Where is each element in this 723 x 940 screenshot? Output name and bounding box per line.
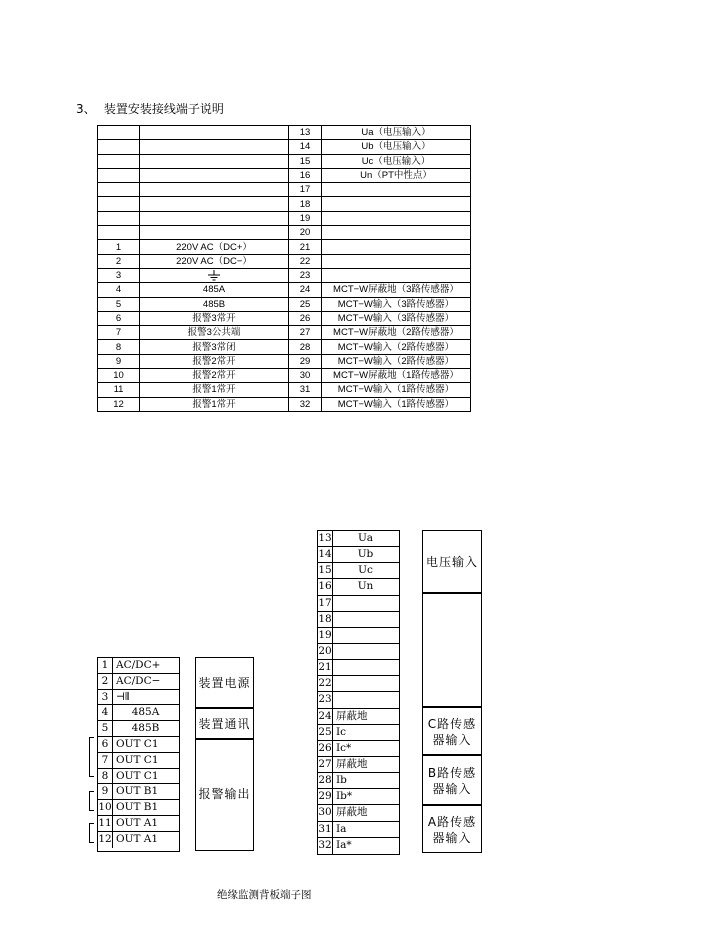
terminal-number: 19 [318, 628, 333, 643]
section-number: 3、 [76, 102, 96, 116]
table-cell: 3 [98, 268, 140, 282]
table-row [98, 168, 471, 182]
table-cell [322, 211, 471, 225]
table-cell: 1 [98, 240, 140, 254]
terminal-number: 11 [98, 816, 112, 829]
terminal-label: OUT B1 [116, 785, 159, 798]
table-cell [98, 140, 140, 154]
terminal-label: Ib* [336, 790, 353, 803]
bracket-9-10 [89, 791, 94, 811]
table-cell: 32 [289, 397, 322, 411]
table-cell [98, 154, 140, 168]
terminal-label: OUT B1 [116, 801, 159, 814]
terminal-row [98, 674, 179, 690]
table-row [98, 383, 471, 397]
terminal-number: 31 [318, 822, 333, 837]
table-row [98, 354, 471, 368]
table-cell [322, 254, 471, 268]
table-row [98, 211, 471, 225]
terminal-row [98, 784, 179, 800]
terminal-row [98, 721, 179, 737]
a-sensor-line2: 器输入 [432, 831, 472, 845]
terminal-number: 4 [98, 705, 113, 720]
ground-icon [207, 270, 221, 281]
terminal-number: 6 [98, 737, 113, 752]
table-cell: 21 [289, 240, 322, 254]
table-cell: 485A [140, 283, 289, 297]
c-sensor-line1: C路传感 [427, 717, 477, 731]
table-cell [322, 183, 471, 197]
table-cell: 6 [98, 311, 140, 325]
alarm-label-box [195, 739, 254, 851]
table-cell: 22 [289, 254, 322, 268]
table-cell: 7 [98, 326, 140, 340]
terminal-number: 5 [98, 721, 113, 736]
terminal-number: 8 [98, 769, 113, 784]
terminal-row [318, 789, 399, 805]
table-cell: 15 [289, 154, 322, 168]
table-cell [98, 126, 140, 140]
table-cell: Un（PT中性点） [322, 168, 471, 182]
table-row [98, 226, 471, 240]
table-cell: MCT−W输入（3路传感器） [322, 311, 471, 325]
terminal-number: 32 [318, 838, 333, 854]
terminal-number: 22 [318, 676, 333, 691]
voltage-label: 电压输入 [425, 555, 478, 569]
terminal-label: 屏蔽地 [336, 806, 368, 819]
table-row [98, 140, 471, 154]
terminal-label: OUT A1 [116, 816, 159, 829]
terminal-number: 23 [318, 692, 333, 707]
table-cell: MCT−W输入（1路传感器） [322, 383, 471, 397]
table-cell: 报警3常闭 [140, 340, 289, 354]
terminal-number: 7 [98, 753, 113, 768]
terminal-label: 485B [131, 722, 160, 735]
bracket-6-8 [89, 737, 94, 777]
terminal-row [98, 800, 179, 816]
terminal-row [318, 644, 399, 660]
table-cell: 24 [289, 283, 322, 297]
terminal-row [98, 705, 179, 721]
table-cell: 8 [98, 340, 140, 354]
terminal-label: OUT A1 [116, 832, 159, 845]
voltage-label-box [422, 530, 482, 593]
table-cell: 12 [98, 397, 140, 411]
terminal-row [318, 563, 399, 579]
table-cell: 报警3常开 [140, 311, 289, 325]
terminal-number: 15 [318, 563, 333, 578]
table-cell: 报警1常开 [140, 397, 289, 411]
terminal-label: OUT C1 [116, 737, 159, 750]
terminal-number: 18 [318, 612, 333, 627]
terminal-label: AC/DC+ [116, 659, 161, 671]
a-sensor-line1: A路传感 [427, 815, 477, 829]
terminal-number: 21 [318, 660, 333, 675]
section-heading [76, 100, 224, 117]
terminal-number: 20 [318, 644, 333, 659]
table-row [98, 311, 471, 325]
terminal-number: 14 [318, 547, 333, 562]
terminal-row [98, 737, 179, 753]
terminal-row [318, 547, 399, 563]
terminal-row [318, 805, 399, 821]
terminal-row [318, 596, 399, 612]
terminal-number: 2 [98, 674, 113, 689]
table-cell: 31 [289, 383, 322, 397]
table-cell [140, 197, 289, 211]
section-title: 装置安装接线端子说明 [103, 102, 224, 116]
table-row [98, 154, 471, 168]
table-cell: 18 [289, 197, 322, 211]
terminal-label: Ic [336, 725, 347, 738]
table-cell [140, 268, 289, 282]
table-cell: 20 [289, 226, 322, 240]
terminal-label: Ub [357, 548, 374, 561]
table-cell: 13 [289, 126, 322, 140]
terminal-label: Ia* [336, 838, 352, 851]
empty-label-box [422, 593, 482, 707]
table-cell: MCT−W输入（2路传感器） [322, 354, 471, 368]
terminal-label: Un [357, 580, 374, 593]
c-sensor-line2: 器输入 [432, 733, 472, 747]
a-sensor-label-box [422, 805, 482, 853]
table-row [98, 183, 471, 197]
terminal-row [98, 753, 179, 769]
table-cell [140, 140, 289, 154]
terminal-row [98, 816, 179, 832]
table-cell: Ua（电压输入） [322, 126, 471, 140]
table-cell [140, 168, 289, 182]
terminal-label: Ic* [336, 741, 352, 754]
terminal-row [318, 692, 399, 708]
terminal-label: OUT C1 [116, 753, 159, 766]
table-cell: 报警1常开 [140, 383, 289, 397]
comm-label-box [195, 708, 254, 739]
b-sensor-line2: 器输入 [432, 782, 472, 796]
terminal-number: 1 [98, 658, 113, 673]
table-cell [322, 226, 471, 240]
table-cell [322, 240, 471, 254]
table-cell: 220V AC（DC−） [140, 254, 289, 268]
table-cell: 17 [289, 183, 322, 197]
table-cell: 25 [289, 297, 322, 311]
terminal-row [98, 832, 179, 848]
terminal-label: Ia [336, 822, 347, 835]
right-terminal-strip [317, 530, 400, 855]
table-cell [98, 211, 140, 225]
table-row [98, 369, 471, 383]
terminal-number: 27 [318, 757, 333, 772]
table-cell [322, 197, 471, 211]
power-label-box [195, 657, 254, 708]
terminal-number: 9 [98, 784, 113, 799]
terminal-row [318, 822, 399, 838]
table-row [98, 126, 471, 140]
table-cell: 485B [140, 297, 289, 311]
table-cell: Ub（电压输入） [322, 140, 471, 154]
table-cell: MCT−W屏蔽地（2路传感器） [322, 326, 471, 340]
table-cell: 报警2常开 [140, 354, 289, 368]
terminal-number: 10 [98, 801, 112, 814]
terminal-number: 16 [318, 579, 333, 594]
table-cell: 16 [289, 168, 322, 182]
terminal-number: 13 [318, 531, 333, 546]
table-cell [98, 226, 140, 240]
table-cell [140, 211, 289, 225]
table-cell [140, 126, 289, 140]
table-cell [98, 183, 140, 197]
terminal-row [318, 741, 399, 757]
comm-label: 装置通讯 [198, 717, 251, 731]
terminal-row [98, 658, 179, 674]
table-cell: 28 [289, 340, 322, 354]
table-row [98, 297, 471, 311]
terminal-number: 28 [318, 773, 333, 788]
terminal-number: 25 [318, 725, 333, 740]
table-cell [98, 168, 140, 182]
terminal-label: 屏蔽地 [336, 757, 368, 770]
terminal-number: 29 [318, 789, 333, 804]
table-cell: 2 [98, 254, 140, 268]
terminal-row [318, 773, 399, 789]
table-row [98, 397, 471, 411]
table-cell [140, 226, 289, 240]
table-cell [98, 197, 140, 211]
c-sensor-label-box [422, 707, 482, 755]
table-row [98, 254, 471, 268]
alarm-label: 报警输出 [198, 787, 251, 801]
terminal-row [318, 628, 399, 644]
table-row [98, 340, 471, 354]
power-label: 装置电源 [198, 676, 251, 690]
terminal-row [98, 690, 179, 706]
table-cell [322, 268, 471, 282]
left-terminal-strip [97, 657, 180, 852]
table-row [98, 283, 471, 297]
terminal-number: 17 [318, 596, 333, 611]
table-row [98, 268, 471, 282]
terminal-spec-table [97, 125, 471, 412]
bracket-11-12 [89, 823, 94, 843]
terminal-number: 30 [318, 805, 333, 820]
table-cell: 10 [98, 369, 140, 383]
terminal-row [318, 676, 399, 692]
table-cell: 220V AC（DC+） [140, 240, 289, 254]
terminal-label: AC/DC− [116, 674, 161, 687]
diagram-caption: 绝缘监测背板端子图 [217, 889, 312, 901]
table-cell: MCT−W输入（2路传感器） [322, 340, 471, 354]
terminal-label: ⊣⫴ [116, 690, 130, 703]
terminal-label: 屏蔽地 [336, 709, 368, 722]
b-sensor-line1: B路传感 [427, 766, 477, 780]
table-cell: 19 [289, 211, 322, 225]
terminal-label: 485A [131, 706, 160, 719]
terminal-row [318, 660, 399, 676]
terminal-number: 24 [318, 709, 333, 724]
table-cell: 23 [289, 268, 322, 282]
table-row [98, 240, 471, 254]
terminal-label: Uc [358, 564, 373, 577]
terminal-number: 26 [318, 741, 333, 756]
table-cell: 29 [289, 354, 322, 368]
table-cell: 报警2常开 [140, 369, 289, 383]
table-cell: Uc（电压输入） [322, 154, 471, 168]
table-cell: 9 [98, 354, 140, 368]
terminal-row [318, 709, 399, 725]
terminal-row [318, 725, 399, 741]
terminal-label: Ib [336, 774, 347, 787]
table-cell: 报警3公共端 [140, 326, 289, 340]
terminal-label: OUT C1 [116, 769, 159, 782]
table-cell: 4 [98, 283, 140, 297]
terminal-row [318, 757, 399, 773]
table-cell: MCT−W屏蔽地（3路传感器） [322, 283, 471, 297]
table-cell [140, 154, 289, 168]
table-cell: 26 [289, 311, 322, 325]
table-cell: 11 [98, 383, 140, 397]
terminal-row [98, 769, 179, 785]
terminal-row [318, 612, 399, 628]
terminal-row [318, 838, 399, 854]
b-sensor-label-box [422, 755, 482, 805]
terminal-row [318, 579, 399, 595]
terminal-label: Ua [357, 532, 374, 544]
table-cell: 27 [289, 326, 322, 340]
table-cell: 14 [289, 140, 322, 154]
table-cell [140, 183, 289, 197]
terminal-number: 12 [98, 832, 113, 848]
table-row [98, 197, 471, 211]
table-cell: 5 [98, 297, 140, 311]
table-cell: MCT−W输入（3路传感器） [322, 297, 471, 311]
table-cell: MCT−W输入（1路传感器） [322, 397, 471, 411]
table-row [98, 326, 471, 340]
table-cell: 30 [289, 369, 322, 383]
table-cell: MCT−W屏蔽地（1路传感器） [322, 369, 471, 383]
terminal-row [318, 531, 399, 547]
terminal-number: 3 [98, 690, 113, 705]
